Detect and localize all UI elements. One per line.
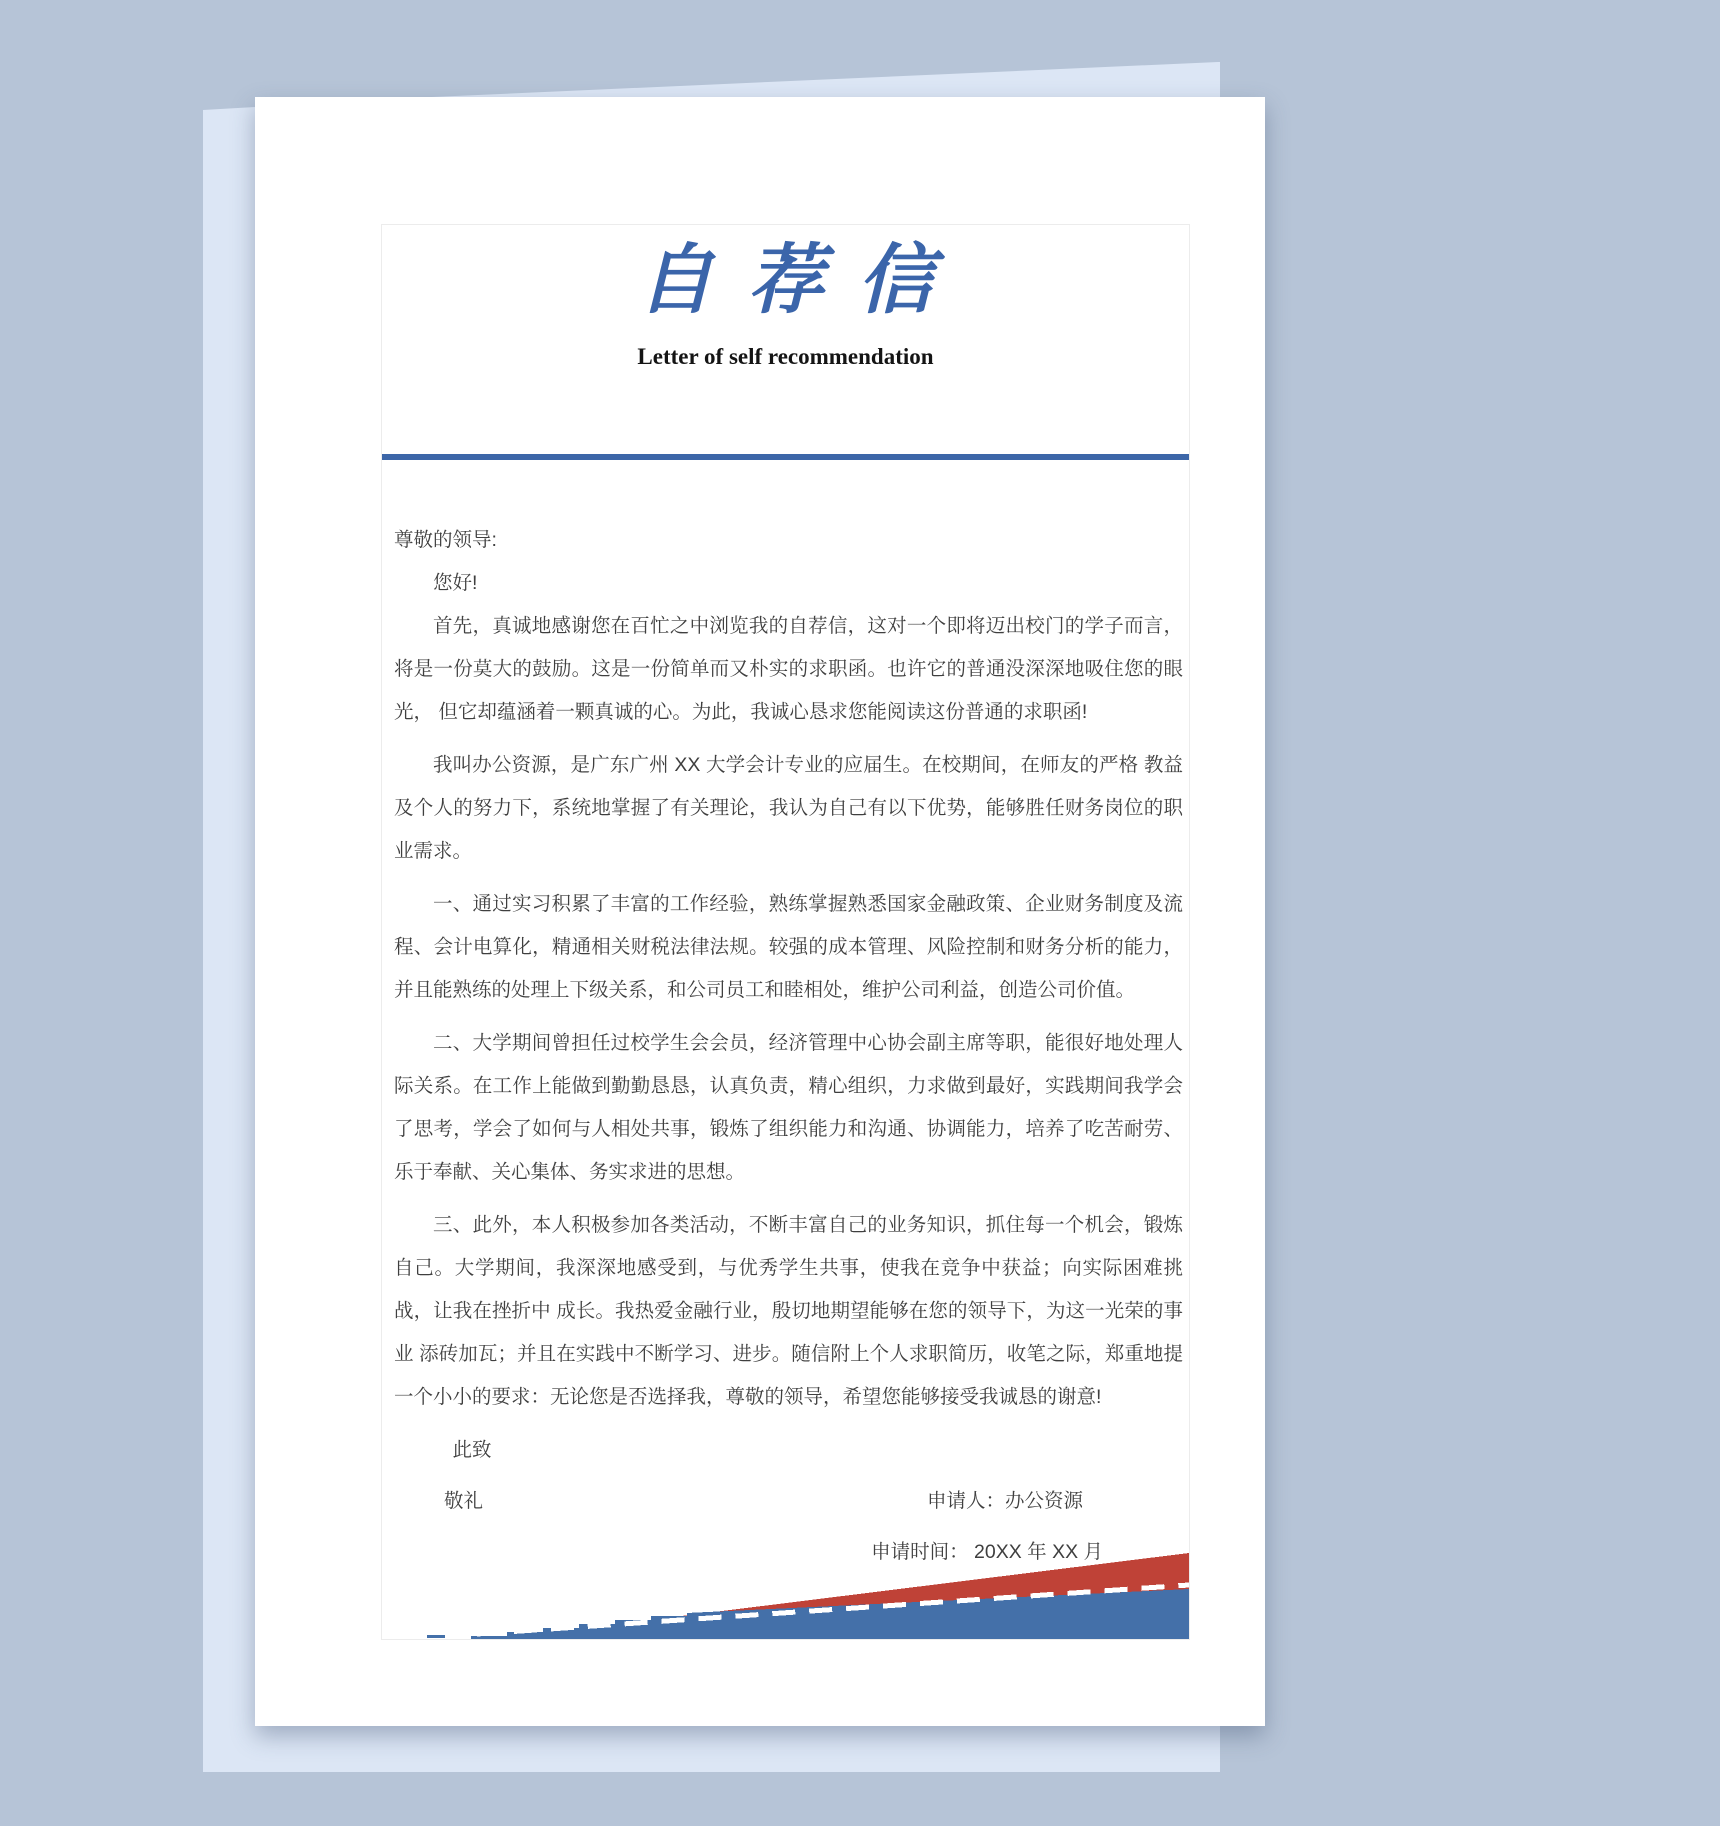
body-paragraph: 三、此外，本人积极参加各类活动，不断丰富自己的业务知识，抓住每一个机会，锻炼自己。大学期间，我深深地感受到，与优秀学生共事，使我在竞争中获益；向实际困难挑战，让我在挫折中 成长。我热爱金融行业，殷切地期望能够在您的领导下，为这一光荣的事业 添砖加瓦；并且在实践中不断学习、进步。随信附上个人求职简历，收笔之际，郑重地提 一个小小的要求：无论您是否选择我，尊敬的领导，希望您能够接受我诚恳的谢意! (394, 1214, 1183, 1408)
apply-date-line: 申请时间： 20XX 年 XX 月 (871, 1541, 1103, 1563)
body-paragraph: 二、大学期间曾担任过校学生会会员，经济管理中心协会副主席等职，能很好地处理人际关系。在工作上能做到勤勤恳恳，认真负责，精心组织，力求做到最好，实践期间我学会了思考，学会了如何与人相处共事，锻炼了组织能力和沟通、协调能力，培养了吃苦耐劳、乐于奉献、关心集体、务实求进的思想。 (394, 1032, 1183, 1183)
applicant-line: 申请人：办公资源 (926, 1490, 1083, 1512)
letter-title-chinese: 自荐信 (637, 235, 968, 324)
signature-row (394, 1480, 1183, 1523)
letter-page (255, 97, 1265, 1726)
greeting-line: 您好! (433, 572, 478, 594)
content-frame (381, 224, 1190, 1640)
title-divider-line (382, 454, 1189, 460)
body-paragraph: 首先，真诚地感谢您在百忙之中浏览我的自荐信，这对一个即将迈出校门的学子而言，将是一份莫大的鼓励。这是一份简单而又朴实的求职函。也许它的普通没深深地吸住您的眼光， 但它却蕴涵着一颗真诚的心。为此，我诚心恳求您能阅读这份普通的求职函! (394, 615, 1183, 723)
blue-ribbon-shape (471, 1589, 1189, 1639)
closing-cizhi: 此致 (452, 1439, 492, 1461)
bottom-ribbon-decoration (382, 1519, 1189, 1639)
letter-title-english: Letter of self recommendation (637, 344, 934, 369)
body-paragraph: 一、通过实习积累了丰富的工作经验，熟练掌握熟悉国家金融政策、企业财务制度及流程、会计电算化，精通相关财税法律法规。较强的成本管理、风险控制和财务分析的能力，并且能熟练的处理上下级关系，和公司员工和睦相处，维护公司利益，创造公司价值。 (394, 893, 1183, 1001)
body-paragraph: 我叫办公资源，是广东广州 XX 大学会计专业的应届生。在校期间，在师友的严格 教益及个人的努力下，系统地掌握了有关理论，我认为自己有以下优势，能够胜任财务岗位的职业需求。 (394, 754, 1183, 862)
letter-body (394, 519, 1183, 1574)
blue-ribbon-dash-fragment (427, 1635, 445, 1638)
closing-jingli: 敬礼 (444, 1490, 484, 1512)
salutation: 尊敬的领导: (394, 529, 497, 551)
